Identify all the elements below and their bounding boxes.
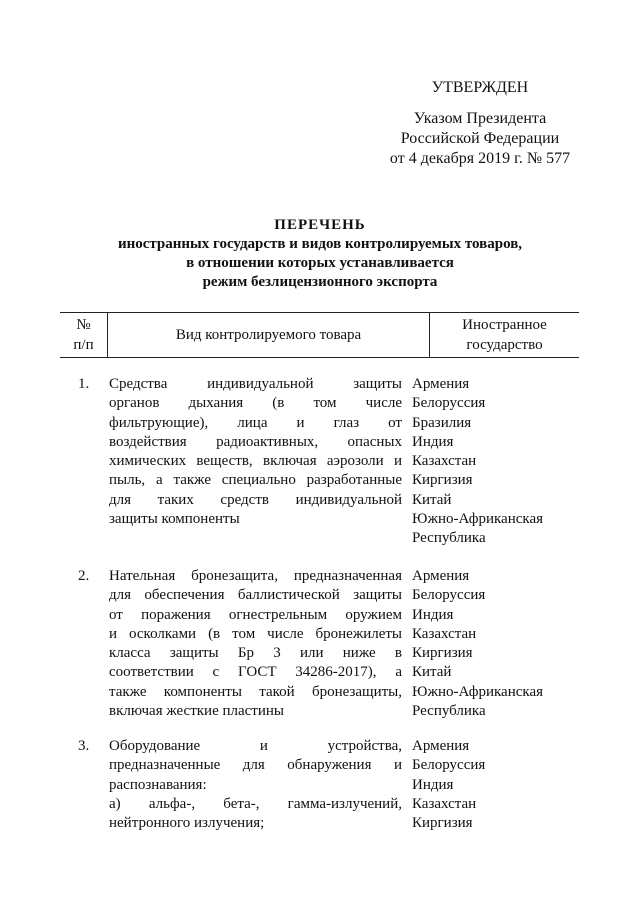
row-number: 3.: [78, 738, 90, 754]
country-item: Китай: [412, 664, 452, 681]
description-line: а) альфа-, бета-, гамма-излучений,: [109, 795, 402, 812]
description-line: Оборудование и устройства,: [109, 738, 402, 754]
row-number: 2.: [78, 568, 90, 584]
country-item: Киргизия: [412, 645, 473, 662]
description-line: фильтрующие), лица и глаз от: [109, 414, 402, 431]
country-item: Южно-Африканская: [412, 683, 544, 700]
description-line: органов дыхания (в том числе: [109, 395, 402, 412]
description-line: защиты компоненты: [109, 511, 240, 528]
country-item: Белоруссия: [412, 587, 486, 604]
country-item: Казахстан: [412, 795, 477, 812]
country-item: Республика: [412, 703, 486, 720]
country-item: Индия: [412, 776, 454, 793]
country-item: Белоруссия: [412, 757, 486, 774]
country-item: Киргизия: [412, 815, 473, 832]
country-item: Китай: [412, 491, 452, 508]
description-line: распознавания:: [109, 776, 207, 793]
country-item: Казахстан: [412, 453, 477, 470]
description-line: химических веществ, включая аэрозоли и: [109, 453, 402, 470]
description-line: от поражения огнестрельным оружием: [109, 606, 402, 623]
country-item: Южно-Африканская: [412, 511, 544, 528]
country-item: Белоруссия: [412, 395, 486, 412]
approval-line-1: Указом Президента: [413, 110, 547, 127]
header-country-line-1: Иностранное: [462, 317, 547, 333]
description-line: также компоненты такой бронезащиты,: [109, 683, 402, 700]
country-item: Армения: [412, 568, 470, 584]
row-number: 1.: [78, 376, 90, 392]
approval-stamp: [380, 78, 580, 169]
country-item: Республика: [412, 530, 486, 547]
document-subtitle-line-3: режим безлицензионного экспорта: [202, 274, 438, 290]
row-countries: [412, 375, 580, 549]
header-number: [60, 313, 108, 357]
country-item: Армения: [412, 738, 470, 754]
document-title: ПЕРЕЧЕНЬ: [274, 217, 366, 233]
approval-line-3: от 4 декабря 2019 г. № 577: [389, 150, 571, 167]
header-number-line-1: №: [76, 317, 91, 333]
description-line: включая жесткие пластины: [109, 703, 284, 720]
description-line: для обеспечения баллистической защиты: [109, 587, 402, 604]
header-product: Вид контролируемого товара: [108, 313, 430, 357]
document-subtitle-line-1: иностранных государств и видов контролируемых товаров,: [117, 236, 523, 252]
description-line: воздействия радиоактивных, опасных: [109, 433, 402, 450]
row-description: [109, 737, 402, 833]
document-heading: [60, 216, 580, 292]
header-country-line-2: государство: [466, 337, 543, 353]
country-item: Армения: [412, 376, 470, 392]
country-item: Киргизия: [412, 472, 473, 489]
row-countries: [412, 737, 580, 833]
header-country: [430, 313, 579, 357]
header-number-line-2: п/п: [73, 337, 94, 353]
description-line: пыль, а также специально разработанные: [109, 472, 402, 489]
approval-line-2: Российской Федерации: [400, 130, 560, 147]
description-line: класса защиты Бр 3 или ниже в: [109, 645, 402, 662]
country-item: Индия: [412, 606, 454, 623]
country-item: Индия: [412, 433, 454, 450]
description-line: Нательная бронезащита, предназначенная: [109, 568, 402, 584]
country-item: Бразилия: [412, 414, 472, 431]
approval-title: УТВЕРЖДЕН: [431, 79, 529, 96]
description-line: предназначенные для обнаружения и: [109, 757, 402, 774]
country-item: Казахстан: [412, 625, 477, 642]
description-line: соответствии с ГОСТ 34286-2017), а: [109, 664, 402, 681]
row-description: [109, 567, 402, 721]
document-subtitle-line-2: в отношении которых устанавливается: [186, 255, 454, 271]
row-description: [109, 375, 402, 529]
description-line: Средства индивидуальной защиты: [109, 376, 402, 392]
row-countries: [412, 567, 580, 721]
description-line: для таких средств индивидуальной: [109, 491, 402, 508]
table-header: [60, 312, 579, 358]
description-line: и осколками (в том числе бронежилеты: [109, 625, 402, 642]
description-line: нейтронного излучения;: [109, 815, 265, 832]
